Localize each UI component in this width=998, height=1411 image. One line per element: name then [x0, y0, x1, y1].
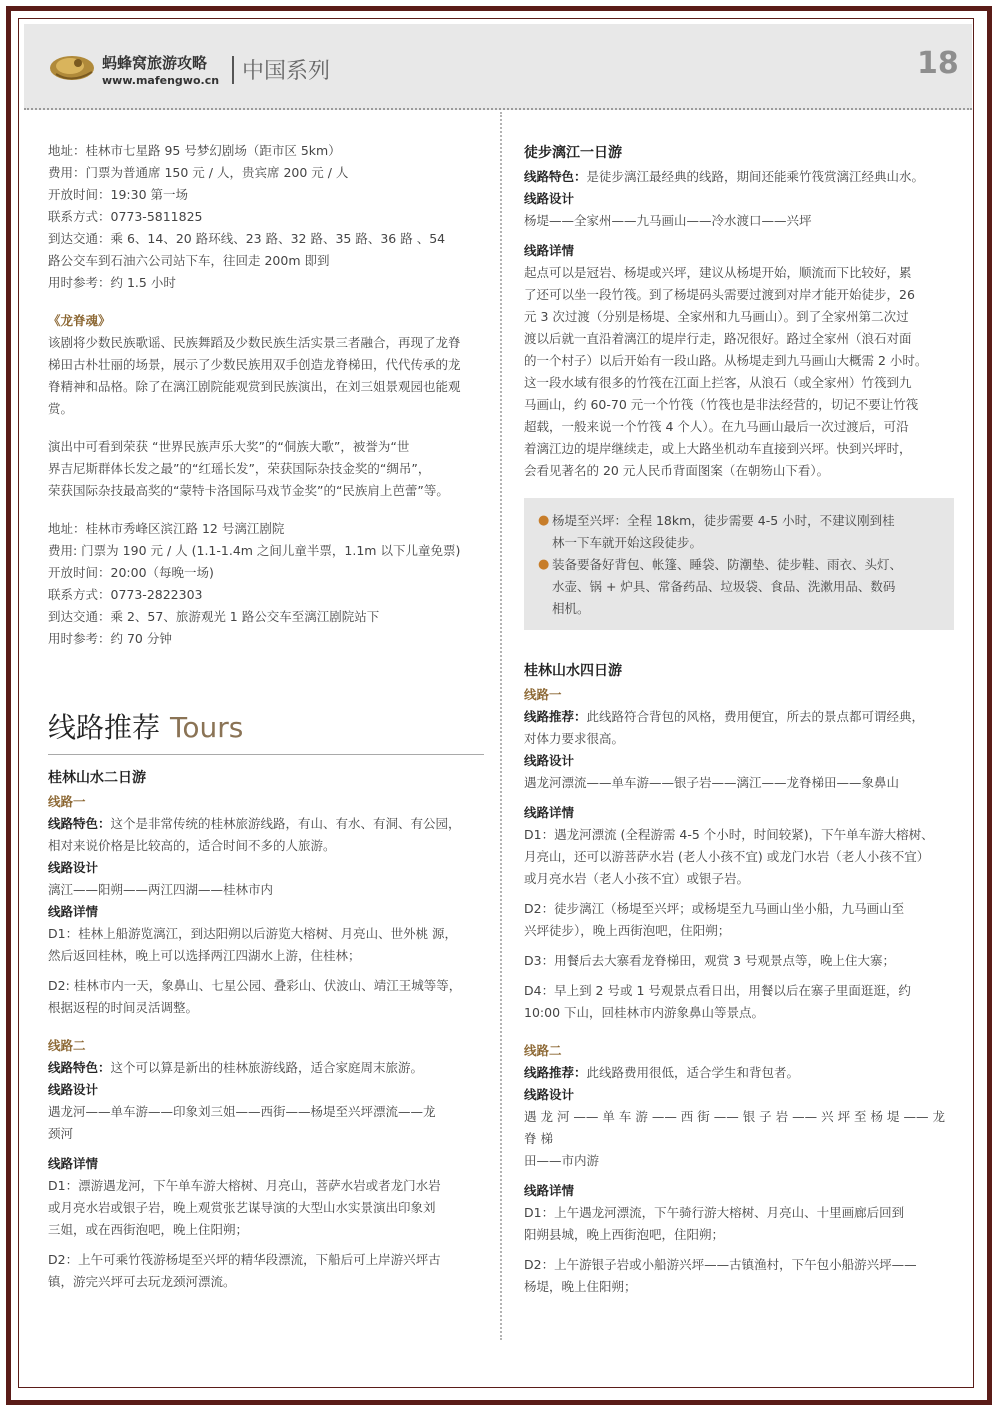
field-label: 线路设计 [524, 1087, 575, 1102]
text-line: 了还可以坐一段竹筏。到了杨堤码头需要过渡到对岸才能开始徒步，26 [524, 287, 915, 302]
section-title-cn: 线路推荐 [48, 711, 161, 744]
route-design: 漓江——阳朔——两江四湖——桂林市内 [48, 882, 274, 897]
show-title: 《龙脊魂》 [48, 313, 111, 328]
route-design: 遇龙河漂流——单车游——银子岩——漓江——龙脊梯田——象鼻山 [524, 775, 900, 790]
text-line: 荣获国际杂技最高奖的“蒙特卡洛国际马戏节金奖”的“民族肩上芭蕾”等。 [48, 483, 449, 498]
mafengwo-logo-icon [48, 50, 100, 82]
field-label: 线路推荐： [524, 1065, 587, 1080]
field-label: 线路设计 [48, 860, 99, 875]
text-line: 装备要备好背包、帐篷、睡袋、防潮垫、徒步鞋、雨衣、头灯、 [552, 557, 903, 572]
text-line: 此线路符合背包的风格，费用便宜，所去的景点都可谓经典， [586, 709, 925, 724]
text-line: D4：早上到 2 号或 1 号观景点看日出，用餐以后在寨子里面逛逛，约 [524, 983, 911, 998]
column-divider [500, 112, 502, 1340]
text-line: 或月亮水岩或银子岩，晚上观赏张艺谋导演的大型山水实景演出印象刘 [48, 1200, 436, 1215]
section-title [48, 708, 484, 748]
tour-title: 桂林山水四日游 [524, 663, 622, 679]
route-feature [48, 1057, 484, 1079]
text-line: 10:00 下山，回桂林市内游象鼻山等景点。 [524, 1005, 764, 1020]
text-line: 这个可以算是新出的桂林旅游线路，适合家庭周末旅游。 [110, 1060, 424, 1075]
text-line: 对体力要求很高。 [524, 731, 625, 746]
right-column [524, 140, 954, 1298]
text-line: 的一个村子）以后开始有一段山路。从杨堤走到九马画山大概需 2 小时。 [524, 353, 928, 368]
left-column [48, 140, 484, 1293]
text-line: 林一下车就开始这段徒步。 [552, 535, 703, 550]
route-label: 线路二 [524, 1043, 562, 1058]
info-line: 联系方式：0773-2822303 [48, 587, 203, 602]
text-line: 遇 龙 河 —— 单 车 游 —— 西 街 —— 银 子 岩 —— 兴 坪 至 杨 堤 —— 龙 脊 梯 [524, 1109, 945, 1146]
text-line: 相对来说价格是比较高的，适合时间不多的人旅游。 [48, 838, 336, 853]
info-line: 费用：门票为普通席 150 元 / 人，贵宾席 200 元 / 人 [48, 165, 349, 180]
text-line: 超载，一般来说一个竹筏 4 个人）。在九马画山最后一次过渡后，可沿 [524, 419, 909, 434]
header-divider [232, 56, 234, 84]
text-line: 杨堤，晚上住阳朔； [524, 1279, 637, 1294]
text-line: 三姐，或在西街泡吧，晚上住阳朔； [48, 1222, 249, 1237]
show2-description [48, 332, 484, 420]
text-line: 根据返程的时间灵活调整。 [48, 1000, 199, 1015]
text-line: 起点可以是冠岩、杨堤或兴坪，建议从杨堤开始，顺流而下比较好，累 [524, 265, 912, 280]
tour-title: 桂林山水二日游 [48, 770, 146, 786]
text-line: 是徒步漓江最经典的线路，期间还能乘竹筏赏漓江经典山水。 [586, 169, 925, 184]
text-line: D2：徒步漓江（杨堤至兴坪；或杨堤至九马画山坐小船，九马画山至 [524, 901, 905, 916]
text-line: D2：上午可乘竹筏游杨堤至兴坪的精华段漂流，下船后可上岸游兴坪古 [48, 1252, 441, 1267]
text-line: 颈河 [48, 1126, 74, 1141]
text-line: 这一段水域有很多的竹筏在江面上拦客，从浪石（或全家州）竹筏到九 [524, 375, 912, 390]
text-line: 界吉尼斯群体长发之最”的“红瑶长发”，荣获国际杂技金奖的“绸吊”， [48, 461, 431, 476]
text-line: 演出中可看到荣获 “世界民族声乐大奖”的“侗族大歌”，被誉为“世 [48, 439, 410, 454]
text-line: 相机。 [552, 601, 590, 616]
text-line: 然后返回桂林，晚上可以选择两江四湖水上游，住桂林； [48, 948, 361, 963]
text-line: D2：上午游银子岩或小船游兴坪——古镇渔村，下午包小船游兴坪—— [524, 1257, 917, 1272]
info-line: 到达交通：乘 6、14、20 路环线、23 路、32 路、35 路、36 路 、54 [48, 231, 446, 246]
route-label: 线路二 [48, 1038, 86, 1053]
text-line: 该剧将少数民族歌谣、民族舞蹈及少数民族生活实景三者融合，再现了龙脊 [48, 335, 461, 350]
field-label: 线路详情 [524, 243, 575, 258]
text-line: D1：上午遇龙河漂流，下午骑行游大榕树、月亮山、十里画廊后回到 [524, 1205, 905, 1220]
tip-item [538, 554, 940, 620]
series-title: 中国系列 [242, 59, 331, 84]
info-line: 费用: 门票为 190 元 / 人 (1.1-1.4m 之间儿童半票，1.1m 以下儿童免票) [48, 543, 461, 558]
info-line: 到达交通：乘 2、57、旅游观光 1 路公交车至漓江剧院站下 [48, 609, 380, 624]
text-line: 此线路费用很低，适合学生和背包者。 [586, 1065, 800, 1080]
show2-awards [48, 436, 484, 502]
text-line: 田——市内游 [524, 1153, 600, 1168]
tip-item [538, 510, 940, 554]
text-line: 马画山，约 60-70 元一个竹筏（竹筏也是非法经营的，切记不要让竹筏 [524, 397, 919, 412]
info-line: 地址：桂林市秀峰区滨江路 12 号漓江剧院 [48, 521, 285, 536]
field-label: 线路详情 [48, 904, 99, 919]
field-label: 线路详情 [48, 1156, 99, 1171]
tour-title: 徒步漓江一日游 [524, 145, 622, 161]
text-line: 杨堤至兴坪：全程 18km，徒步需要 4-5 小时，不建议刚到桂 [552, 513, 895, 528]
text-line: 镇，游完兴坪可去玩龙颈河漂流。 [48, 1274, 236, 1289]
info-line: 路公交车到石油六公司站下车，往回走 200m 即到 [48, 253, 330, 268]
text-line: 赏。 [48, 401, 74, 416]
bullet-icon: ● [538, 513, 550, 528]
text-line: D1：遇龙河漂流 (全程游需 4-5 个小时，时间较紧)，下午单车游大榕树、 [524, 827, 934, 842]
field-label: 线路特色： [524, 169, 587, 184]
text-line: 元 3 次过渡（分别是杨堤、全家州和九马画山）。到了全家州第二次过 [524, 309, 909, 324]
text-line: 兴坪徒步），晚上西街泡吧，住阳朔； [524, 923, 731, 938]
text-line: D3：用餐后去大寨看龙脊梯田，观赏 3 号观景点等，晚上住大寨； [524, 953, 895, 968]
route-label: 线路一 [48, 794, 86, 809]
brand-url: www.mafengwo.cn [102, 74, 220, 87]
text-line: 水壶、锅 + 炉具、常备药品、垃圾袋、食品、洗漱用品、数码 [552, 579, 896, 594]
show2-info [48, 518, 484, 650]
text-line: 月亮山，还可以游菩萨水岩 (老人小孩不宜) 或龙门水岩（老人小孩不宜） [524, 849, 930, 864]
route-feature [524, 166, 954, 188]
route-recommendation [524, 706, 954, 728]
text-line: 会看见著名的 20 元人民币背面图案（在朝笏山下看）。 [524, 463, 830, 478]
text-line: 渡以后就一直沿着漓江的堤岸行走，路况很好。路过全家州（浪石对面 [524, 331, 912, 346]
field-label: 线路设计 [48, 1082, 99, 1097]
route-feature [48, 813, 484, 835]
field-label: 线路详情 [524, 805, 575, 820]
page-number: 18 [917, 46, 959, 81]
info-line: 开放时间：19:30 第一场 [48, 187, 188, 202]
info-line: 用时参考：约 70 分钟 [48, 631, 172, 646]
brand-name: 蚂蜂窝旅游攻略 [102, 54, 208, 72]
field-label: 线路详情 [524, 1183, 575, 1198]
section-title-en: Tours [170, 711, 244, 744]
route-label: 线路一 [524, 687, 562, 702]
info-line: 开放时间：20:00（每晚一场) [48, 565, 214, 580]
field-label: 线路推荐： [524, 709, 587, 724]
route-design: 杨堤——全家州——九马画山——冷水渡口——兴坪 [524, 213, 812, 228]
text-line: 梯田古朴壮丽的场景，展示了少数民族用双手创造龙脊梯田，代代传承的龙 [48, 357, 461, 372]
page-header [24, 24, 972, 110]
text-line: D2: 桂林市内一天，象鼻山、七星公园、叠彩山、伏波山、靖江王城等等， [48, 978, 462, 993]
text-line: 遇龙河——单车游——印象刘三姐——西街——杨堤至兴坪漂流——龙 [48, 1104, 436, 1119]
text-line: 脊精神和品格。除了在漓江剧院能观赏到民族演出，在刘三姐景观园也能观 [48, 379, 461, 394]
field-label: 线路特色： [48, 816, 111, 831]
field-label: 线路设计 [524, 753, 575, 768]
field-label: 线路特色： [48, 1060, 111, 1075]
text-line: 阳朔县城，晚上西街泡吧，住阳朔； [524, 1227, 725, 1242]
tips-box [524, 498, 954, 630]
field-label: 线路设计 [524, 191, 575, 206]
route-recommendation [524, 1062, 954, 1084]
info-line: 地址：桂林市七星路 95 号梦幻剧场（距市区 5km） [48, 143, 341, 158]
bullet-icon: ● [538, 557, 550, 572]
info-line: 用时参考：约 1.5 小时 [48, 275, 176, 290]
show1-info [48, 140, 484, 294]
section-rule [48, 748, 484, 755]
info-line: 联系方式：0773-5811825 [48, 209, 203, 224]
text-line: 着漓江边的堤岸继续走，或上大路坐机动车直接到兴坪。快到兴坪时， [524, 441, 912, 456]
text-line: 这个是非常传统的桂林旅游线路，有山、有水、有洞、有公园， [110, 816, 461, 831]
text-line: D1：桂林上船游览漓江，到达阳朔以后游览大榕树、月亮山、世外桃 源， [48, 926, 458, 941]
text-line: D1：漂游遇龙河，下午单车游大榕树、月亮山，菩萨水岩或者龙门水岩 [48, 1178, 441, 1193]
text-line: 或月亮水岩（老人小孩不宜）或银子岩。 [524, 871, 750, 886]
